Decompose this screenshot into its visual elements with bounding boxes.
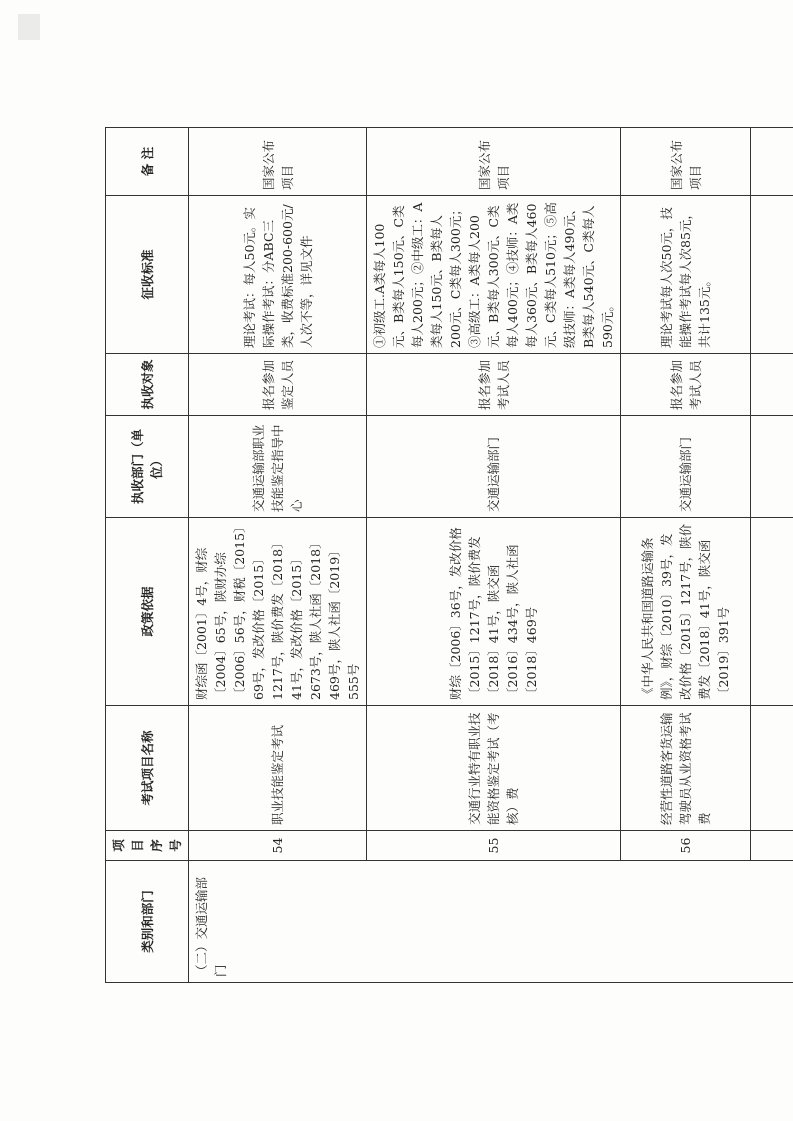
rotated-fee-table-wrapper [105, 128, 731, 983]
header-note: 备 注 [106, 128, 189, 196]
cell-note: 国家公布项目 [621, 128, 751, 196]
cell-target: 报名参加考试人员 [621, 354, 751, 416]
cell-note [751, 128, 793, 196]
cell-name: 职业技能鉴定考试 [189, 706, 367, 831]
fee-table [105, 127, 793, 983]
header-category: 类别和部门 [106, 861, 189, 983]
header-basis: 政策依据 [106, 518, 189, 706]
header-target: 执收对象 [106, 354, 189, 416]
header-name: 考试项目名称 [106, 706, 189, 831]
header-dept: 执收部门（单位） [106, 416, 189, 518]
cell-name: 经营性道路客货运输驾驶员从业资格考试费 [621, 706, 751, 831]
cell-seq: 56 [621, 831, 751, 861]
cell-seq: 54 [189, 831, 367, 861]
header-seq: 项目序号 [106, 831, 189, 861]
table-row [621, 128, 751, 983]
cell-basis: 财综函〔2001〕4号，财综〔2004〕65号，陕财办综〔2006〕56号，财税〔2015〕69号，发改价格〔2015〕1217号，陕价费发〔2018〕41号，发改价格〔2015〕2673号，陕人社函〔2018〕469号，陕人社函〔2019〕555号 [189, 518, 367, 706]
cell-dept [751, 416, 793, 518]
cell-dept: 交通运输部门 [621, 416, 751, 518]
cell-standard [751, 196, 793, 354]
cell-target: 报名参加鉴定人员 [189, 354, 367, 416]
cell-standard: ①初级工.A类每人100元、B类每人150元、C类每人200元；②中级工：A类每人150元、B类每人200元、C类每人300元；③高级工：A类每人200元、B类每人300元、C类每人400元；④技师：A类每人360元、B类每人460元、C类每人510元；⑤高级技师：A类每人490元、B类每人540元、C类每人590元。 [367, 196, 621, 354]
table-row-empty [751, 128, 793, 983]
cell-seq: 55 [367, 831, 621, 861]
cell-target [751, 354, 793, 416]
cell-name [751, 706, 793, 831]
table-row [189, 128, 367, 983]
cell-dept: 交通运输部门 [367, 416, 621, 518]
header-standard: 征收标准 [106, 196, 189, 354]
cell-note: 国家公布项目 [189, 128, 367, 196]
cell-target: 报名参加考试人员 [367, 354, 621, 416]
cell-basis: 《中华人民共和国道路运输条例》，财综〔2010〕39号，发改价格〔2015〕1217号，陕价费发〔2018〕41号，陕交函〔2019〕391号 [621, 518, 751, 706]
scan-artifact [18, 14, 40, 40]
cell-note: 国家公布项目 [367, 128, 621, 196]
cell-name: 交通行业特有职业技能资格鉴定考试（考核）费 [367, 706, 621, 831]
cell-dept: 交通运输部职业技能鉴定指导中心 [189, 416, 367, 518]
cell-basis [751, 518, 793, 706]
table-row [367, 128, 621, 983]
cell-standard: 理论考试：每人50元。实际操作考试：分ABC三类，收费标准200-600元/人次不等，详见文件 [189, 196, 367, 354]
cell-seq [751, 831, 793, 861]
cell-category: （二）交通运输部门 [189, 861, 793, 983]
table-header-row [106, 128, 189, 983]
cell-basis: 财综〔2006〕36号，发改价格〔2015〕1217号，陕价费发〔2018〕41号，陕交函〔2016〕434号，陕人社函〔2018〕469号 [367, 518, 621, 706]
cell-standard: 理论考试每人次50元，技能操作考试每人次85元，共计135元。 [621, 196, 751, 354]
